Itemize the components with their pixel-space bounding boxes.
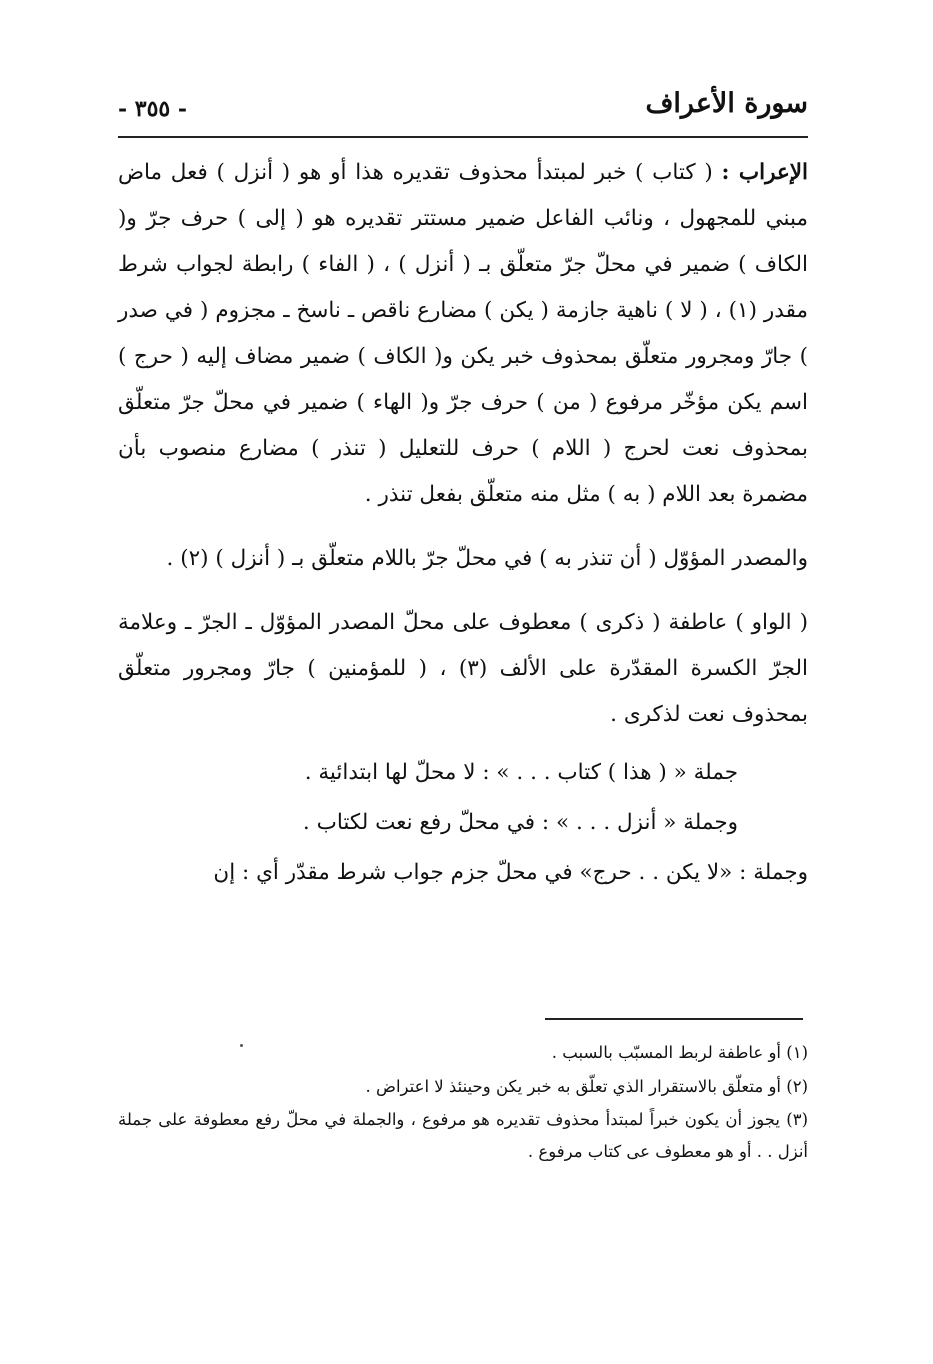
footnote-divider — [545, 1018, 803, 1020]
sentence-line: وجملة : «لا يكن . . حرج» في محلّ جزم جواب شرط مقدّر أي : إن — [213, 860, 808, 885]
irab-paragraph — [118, 150, 808, 518]
sentence-line: وجملة « أنزل . . . » : في محلّ رفع نعت لكتاب . — [302, 810, 738, 835]
page-body — [118, 150, 808, 898]
waw-paragraph: ( الواو ) عاطفة ( ذكرى ) معطوف على محلّ المصدر المؤوّل ـ الجرّ ـ وعلامة الجرّ الكسرة المقدّرة على الألف (٣) ، ( للمؤمنين ) جارّ ومجرور متعلّق بمحذوف نعت لذكرى . — [118, 610, 809, 727]
footnote: (٢) أو متعلّق بالاستقرار الذي تعلّق به خبر يكن وحينئذ لا اعتراض . — [365, 1077, 808, 1096]
sentence-line: جملة « ( هذا ) كتاب . . . » : لا محلّ لها ابتدائية . — [304, 760, 738, 785]
irab-text: ( كتاب ) خبر لمبتدأ محذوف تقديره هذا أو هو ( أنزل ) فعل ماض مبني للمجهول ، ونائب الفاعل ضمير مستتر تقديره هو ( إلى ) حرف جرّ و( الكاف ) ضمير في محلّ جرّ متعلّق بـ ( أنزل ) ، ( الفاء ) رابطة لجواب شرط مقدر (١) ، ( لا ) ناهية جازمة ( يكن ) مضارع ناقص ـ ناسخ ـ مجزوم ( في صدر ) جارّ ومجرور متعلّق بمحذوف خبر يكن و( الكاف ) ضمير مضاف إليه ( حرج ) اسم يكن مؤخّر مرفوع ( من ) حرف جرّ و( الهاء ) ضمير في محلّ جرّ متعلّق بمحذوف نعت لحرج ( اللام ) حرف للتعليل ( تنذر ) مضارع منصوب بأن مضمرة بعد اللام ( به ) مثل منه متعلّق بفعل تنذر . — [118, 160, 808, 507]
footnote: (٣) يجوز أن يكون خبراً لمبتدأ محذوف تقديره هو مرفوع ، والجملة في محلّ رفع معطوفة على جملة أنزل . . أو هو معطوف عى كتاب مرفوع . — [118, 1110, 808, 1161]
sentence-analysis — [118, 748, 808, 898]
masdar-paragraph: والمصدر المؤوّل ( أن تنذر به ) في محلّ جرّ باللام متعلّق بـ ( أنزل ) (٢) . — [166, 546, 808, 571]
footnotes — [118, 1036, 808, 1168]
surah-title: سورة الأعراف — [645, 88, 808, 119]
irab-label: الإعراب : — [721, 160, 809, 185]
footnote: (١) أو عاطفة لربط المسبّب بالسبب . — [551, 1043, 808, 1062]
header-divider — [118, 136, 808, 138]
page-header — [118, 88, 808, 136]
page-number: - ٣٥٥ - — [118, 96, 188, 122]
